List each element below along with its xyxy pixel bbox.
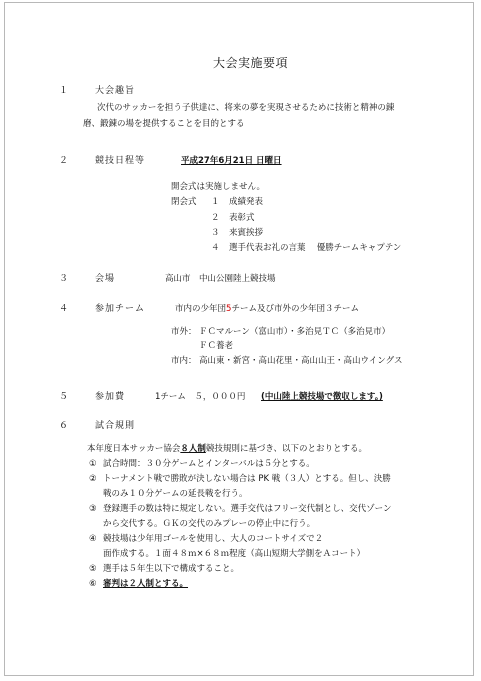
rule-line: 戦のみ１０分ゲームの延長戦を行う。 <box>103 489 248 499</box>
page-title: 大会実施要項 <box>213 56 289 70</box>
outside-teams-line-2: ＦＣ養老 <box>199 341 234 351</box>
teams-summary-post: チーム及び市外の少年団３チーム <box>231 304 359 314</box>
teams-summary <box>175 305 359 314</box>
rule-mark: ③ <box>89 504 97 514</box>
rule-line: 試合時間：３０分ゲームとインターバルは５分とする。 <box>103 459 315 469</box>
rule-line: 面作成する。１面４８ｍ×６８ｍ程度（高山短期大学側をＡコート） <box>103 549 366 559</box>
inside-teams-line: 高山東・新宮・高山花里・高山山王・高山ウイングス <box>199 356 403 366</box>
rule-line: から交代する。ＧＫの交代のみプレーの停止中に行う。 <box>103 519 316 529</box>
rule-mark: ⑤ <box>89 564 97 574</box>
purpose-line-1: 次代のサッカーを担う子供達に、将来の夢を実現させるために技術と精神の錬 <box>97 103 395 113</box>
section-4-heading: 参加チーム <box>95 304 146 314</box>
fee-collection-note: (中山陸上競技場で徴収します。) <box>261 392 383 402</box>
closing-ceremony-label: 閉会式 <box>171 197 197 207</box>
closing-item-text: 成績発表 <box>229 197 264 207</box>
document-page <box>4 2 474 676</box>
rule-line: 審判は２人制とする。 <box>103 579 189 589</box>
closing-item-num: ２ <box>211 213 220 223</box>
rule-mark: ② <box>89 474 97 484</box>
outside-teams-line-1: ＦＣマルーン（富山市）・多治見ＴＣ（多治見市） <box>199 327 391 337</box>
section-1-heading: 大会趣旨 <box>95 86 136 96</box>
fee-amount: 1チーム ５，０００円 <box>155 392 246 402</box>
closing-item-text: 来賓挨拶 <box>229 228 264 238</box>
teams-summary-pre: 市内の少年団 <box>175 304 227 314</box>
section-2-heading: 競技日程等 <box>95 156 146 166</box>
rule-line: 選手は５年生以下で構成すること。 <box>103 564 240 574</box>
rule-line: 競技場は少年用ゴールを使用し、大人のコートサイズで２ <box>103 534 324 544</box>
closing-item-num: １ <box>211 197 220 207</box>
venue-text: 高山市 中山公園陸上競技場 <box>165 274 276 284</box>
closing-item-text: 選手代表お礼の言葉 優勝チームキャプテン <box>229 243 402 253</box>
section-3-heading: 会場 <box>95 274 116 284</box>
competition-date: 平成27年6月21日 日曜日 <box>181 156 282 166</box>
inside-teams-label: 市内： <box>171 356 197 366</box>
outside-teams-label: 市外： <box>171 327 197 337</box>
teams-summary-count: 5 <box>226 304 232 314</box>
section-5-heading: 参加費 <box>95 392 126 402</box>
closing-item-num: ３ <box>211 228 220 238</box>
section-4-number: ４ <box>59 304 69 314</box>
closing-item-text: 表彰式 <box>229 213 255 223</box>
section-6-number: ６ <box>59 421 69 431</box>
rule-line: トーナメント戦で勝敗が決しない場合は PK 戦（３人）とする。但し、決勝 <box>103 474 391 484</box>
rules-intro-format: ８人制 <box>180 444 206 454</box>
rules-intro <box>87 445 367 454</box>
rule-mark: ① <box>89 459 97 469</box>
section-3-number: ３ <box>59 274 69 284</box>
rules-intro-post: 競技規則に基づき、以下のとおりとする。 <box>205 444 368 454</box>
section-6-heading: 試合規則 <box>95 421 136 431</box>
section-5-number: ５ <box>59 392 69 402</box>
rule-mark: ④ <box>89 534 97 544</box>
opening-note: 開会式は実施しません。 <box>171 182 266 192</box>
closing-item-num: ４ <box>211 243 220 253</box>
rules-intro-pre: 本年度日本サッカー協会 <box>87 444 181 454</box>
section-2-number: ２ <box>59 156 69 166</box>
purpose-line-2: 磨、鍛錬の場を提供することを目的とする <box>83 119 245 129</box>
rule-line: 登録選手の数は特に規定しない。選手交代はフリー交代制とし、交代ゾーン <box>103 504 392 514</box>
section-1-number: １ <box>59 86 69 96</box>
rule-mark: ⑥ <box>89 579 97 589</box>
